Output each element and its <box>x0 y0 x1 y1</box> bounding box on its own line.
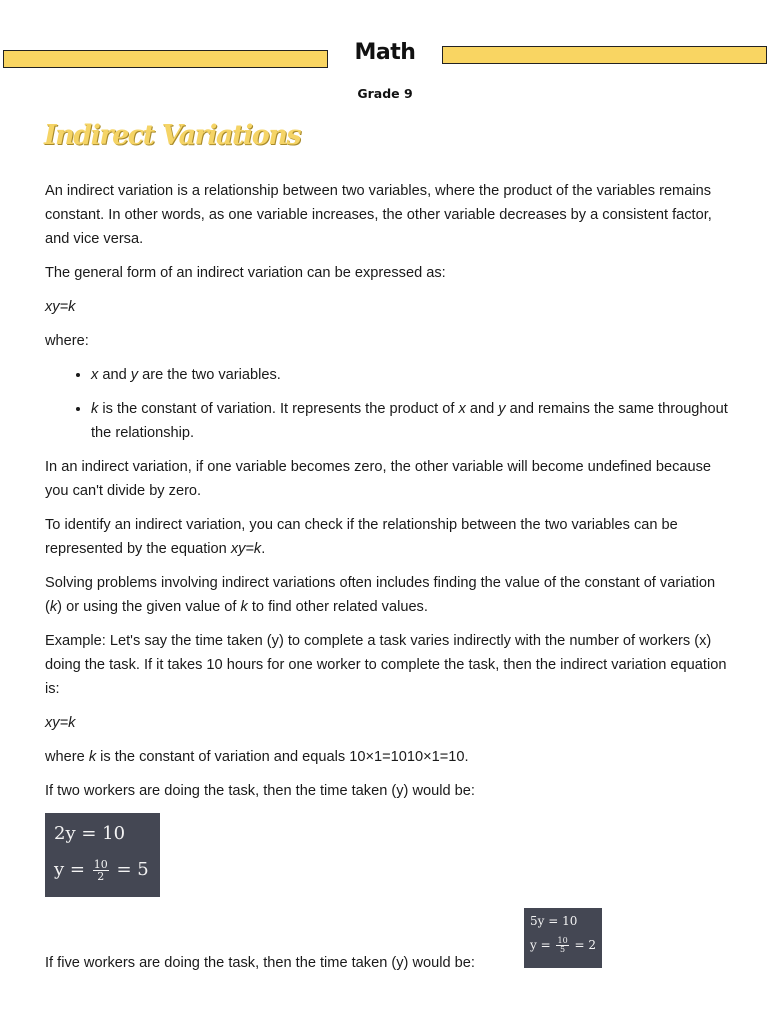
math-image-two-workers <box>45 813 160 897</box>
grade-label: Grade 9 <box>357 86 413 101</box>
text-fragment: and remains the same throughout the relationship. <box>91 401 728 441</box>
text-fragment: . <box>261 541 266 557</box>
math-line <box>54 855 151 885</box>
five-workers-paragraph: If five workers are doing the task, then the time taken (y) would be: <box>45 955 475 971</box>
header-right-bar <box>442 46 767 64</box>
numerator: 10 <box>557 936 568 945</box>
identify-paragraph <box>45 513 735 561</box>
solving-paragraph <box>45 571 735 619</box>
formula-line: xy=k <box>45 299 76 315</box>
fraction <box>93 859 109 882</box>
math-image-five-workers <box>524 908 602 968</box>
definition-list <box>45 363 735 445</box>
where-label: where: <box>45 333 89 349</box>
document-body <box>45 179 735 813</box>
header-left-bar <box>3 50 328 68</box>
fraction <box>556 937 568 954</box>
var-y: y <box>130 367 139 383</box>
var-k: k <box>240 599 248 615</box>
list-item <box>91 397 735 445</box>
general-form-paragraph: The general form of an indirect variation can be expressed as: <box>45 265 446 281</box>
text-fragment: Solving problems involving indirect variations often includes finding the value of the constant of variation ( <box>45 575 716 615</box>
example-paragraph: Example: Let's say the time taken (y) to complete a task varies indirectly with the number of workers (x) doing the task. If it takes 10 hours for one worker to complete the task, then the indirect variation equation is: <box>45 633 727 697</box>
text-fragment: to find other related values. <box>247 599 428 615</box>
list-item <box>91 363 735 387</box>
math-lhs: y = <box>530 938 551 952</box>
math-line <box>530 937 596 954</box>
var-k: k <box>88 749 97 765</box>
text-fragment: and <box>98 367 131 383</box>
math-line: 5y = 10 <box>530 914 578 928</box>
denominator: 5 <box>560 945 566 954</box>
example-formula: xy=k <box>45 715 76 731</box>
var-x: x <box>91 367 99 383</box>
text-fragment: ) or using the given value of <box>57 599 241 615</box>
var-y: y <box>498 401 506 417</box>
two-workers-paragraph: If two workers are doing the task, then the time taken (y) would be: <box>45 783 475 799</box>
math-rhs: = 2 <box>574 938 597 952</box>
math-lhs: y = <box>54 859 85 880</box>
subject-title: Math <box>354 40 416 65</box>
intro-paragraph: An indirect variation is a relationship between two variables, where the product of the variables remains constant. In other words, as one variable increases, the other variable decreases by a consistent factor, and vice versa. <box>45 183 712 247</box>
text-fragment: and <box>465 401 499 417</box>
text-fragment: To identify an indirect variation, you can check if the relationship between the two variables can be represented by the equation <box>45 517 678 557</box>
var-k: k <box>49 599 58 615</box>
var-k: k <box>91 401 99 417</box>
zero-paragraph: In an indirect variation, if one variable becomes zero, the other variable will become undefined because you can't divide by zero. <box>45 459 712 499</box>
var-x: x <box>458 401 466 417</box>
math-rhs: = 5 <box>116 859 149 880</box>
math-line: 2y = 10 <box>54 823 126 844</box>
text-fragment: is the constant of variation. It represents the product of <box>98 401 459 417</box>
text-fragment: where <box>45 749 89 765</box>
text-fragment: is the constant of variation and equals 10×1=1010×1=10. <box>96 749 469 765</box>
where-k-paragraph <box>45 745 735 769</box>
numerator: 10 <box>93 857 108 871</box>
text-fragment: are the two variables. <box>138 367 281 383</box>
section-heading: Indirect Variations <box>44 120 301 151</box>
denominator: 2 <box>97 869 105 883</box>
inline-equation: xy=k <box>230 541 262 557</box>
